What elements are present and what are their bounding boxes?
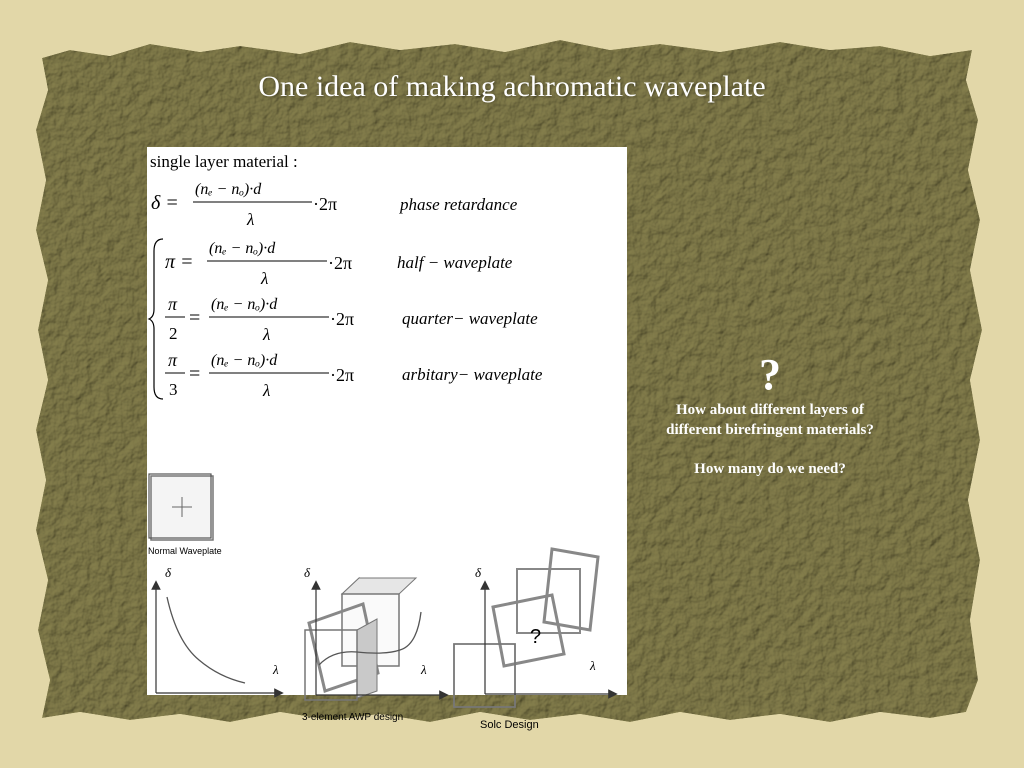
lhs-numerator: π: [168, 294, 178, 314]
normal-response-curve: [167, 597, 245, 683]
side-note-line-1: How about different layers of: [675, 402, 865, 418]
side-note-line-2: different birefringent materials?: [666, 422, 874, 438]
y-axis-label: δ: [475, 565, 482, 580]
two-pi-factor: ·2π: [328, 253, 353, 273]
normal-caption: Normal Waveplate: [148, 546, 222, 556]
y-axis-label: δ: [304, 565, 311, 580]
equations-heading: single layer material :: [150, 152, 298, 171]
x-axis-label: λ: [590, 658, 596, 673]
equation-lhs: δ =: [151, 192, 179, 214]
solc-unknown-mark: ?: [530, 626, 542, 648]
normal-waveplate-diagram: [148, 474, 222, 556]
equation-row-delta: [151, 181, 518, 229]
fraction-numerator: (nₑ − nₒ)·d: [195, 181, 262, 198]
slide-title: One idea of making achromatic waveplate: [258, 70, 766, 103]
equation-lhs: π =: [165, 251, 194, 273]
equation-label: phase retardance: [400, 195, 518, 214]
fraction-denominator: λ: [263, 325, 271, 344]
normal-response-plot: [156, 565, 279, 693]
lhs-denominator: 3: [169, 380, 178, 399]
x-axis-label: λ: [421, 662, 427, 677]
fraction-denominator: λ: [261, 269, 269, 288]
y-axis-label: δ: [165, 565, 172, 580]
equation-row-quarter: [165, 294, 538, 344]
side-note: [630, 350, 910, 479]
fraction-numerator: (nₑ − nₒ)·d: [211, 296, 278, 313]
awp-response-plot: [304, 565, 444, 695]
system-brace: [149, 239, 163, 399]
equation-row-arbitrary: [165, 350, 543, 400]
fraction-denominator: λ: [263, 381, 271, 400]
response-plots: [147, 560, 627, 700]
equation-row-half: [165, 240, 513, 288]
lhs-numerator: π: [168, 350, 178, 370]
fraction-numerator: (nₑ − nₒ)·d: [211, 352, 278, 369]
equals-sign: =: [189, 307, 201, 329]
equals-sign: =: [189, 363, 201, 385]
awp-caption: 3-element AWP design: [302, 712, 404, 723]
equation-label: quarter− waveplate: [402, 309, 538, 328]
equations-panel: [147, 147, 627, 402]
fraction-denominator: λ: [247, 210, 255, 229]
two-pi-factor: ·2π: [313, 194, 338, 214]
side-note-line-3: How many do we need?: [694, 461, 846, 477]
solc-caption: Solc Design: [480, 719, 539, 731]
equation-label: half − waveplate: [397, 253, 513, 272]
question-mark: ?: [759, 350, 781, 399]
equation-label: arbitary− waveplate: [402, 365, 543, 384]
lhs-denominator: 2: [169, 324, 178, 343]
awp-response-curve: [319, 612, 421, 665]
two-pi-factor: ·2π: [330, 309, 355, 329]
fraction-numerator: (nₑ − nₒ)·d: [209, 240, 276, 257]
solc-response-plot: [475, 565, 613, 694]
two-pi-factor: ·2π: [330, 365, 355, 385]
x-axis-label: λ: [273, 662, 279, 677]
